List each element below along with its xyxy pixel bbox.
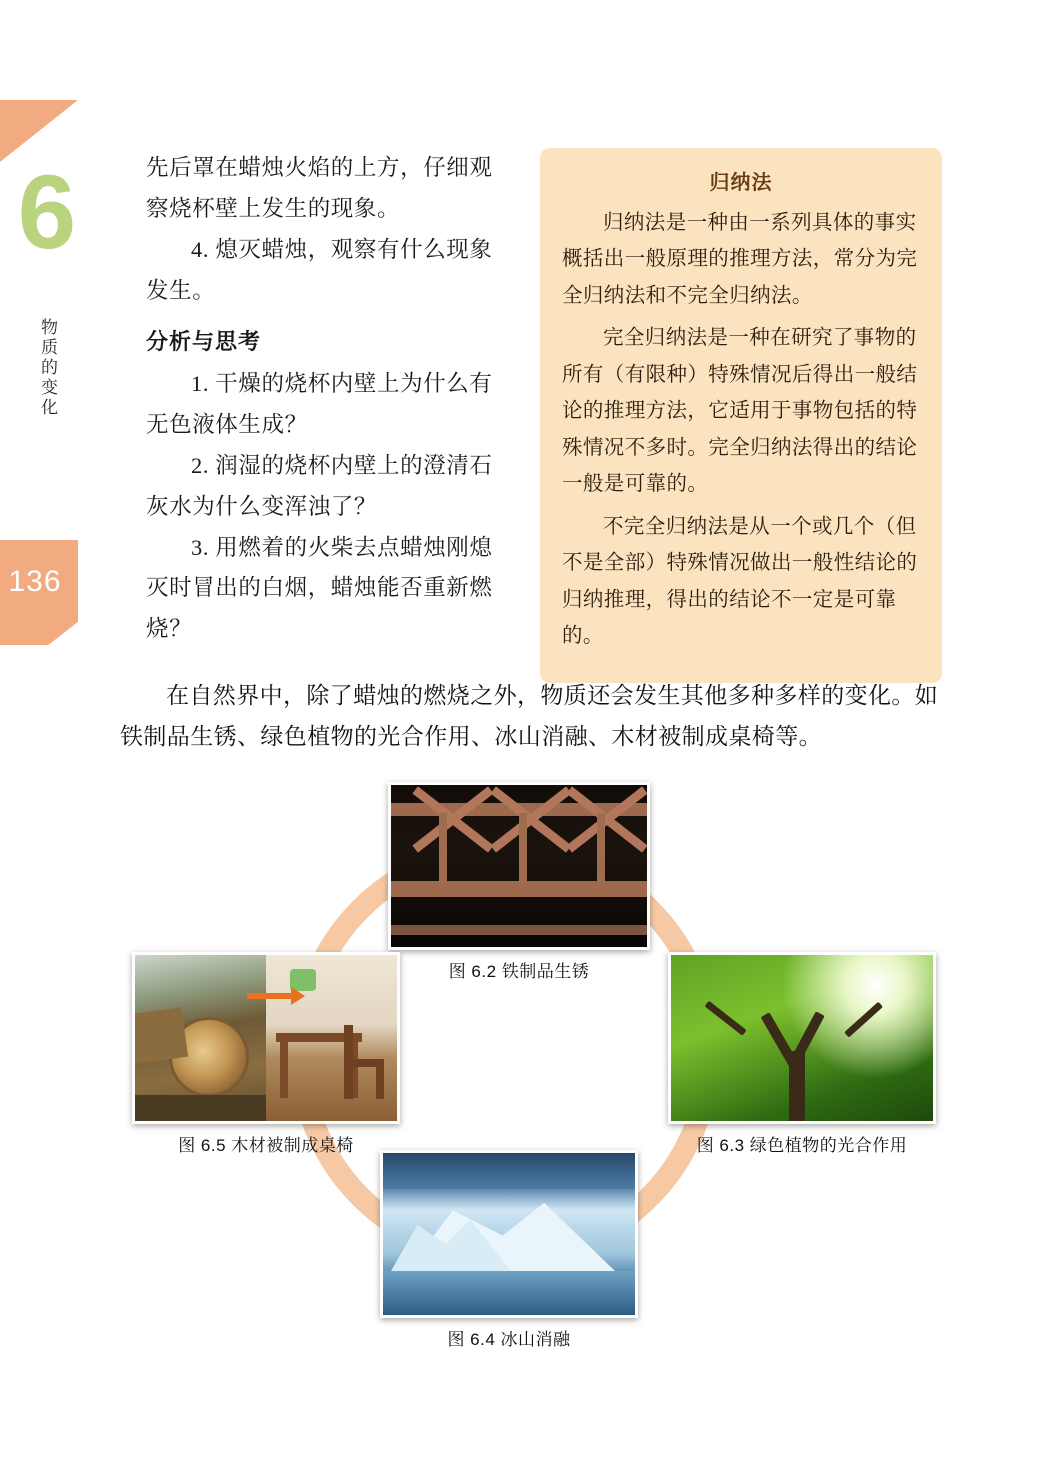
question-item: 2. 润湿的烧杯内壁上的澄清石灰水为什么变浑浊了？	[146, 452, 493, 519]
sidebar-box-paragraph: 归纳法是一种由一系列具体的事实概括出一般原理的推理方法，常分为完全归纳法和不完全归纳法。	[562, 212, 918, 307]
figure-6-4	[380, 1150, 638, 1350]
sidebar-box-paragraph: 完全归纳法是一种在研究了事物的所有（有限种）特殊情况后得出一般结论的推理方法，它适用于事物包括的特殊情况不多时。完全归纳法得出的结论一般是可靠的。	[562, 327, 918, 496]
page-number: 136	[8, 565, 62, 598]
page-margin-strip	[0, 0, 78, 1474]
figure-6-2	[388, 782, 650, 982]
question-item: 1. 干燥的烧杯内壁上为什么有无色液体生成？	[146, 370, 493, 437]
figure-caption: 图 6.4 冰山消融	[447, 1330, 571, 1349]
step-4-paragraph: 4. 熄灭蜡烛，观察有什么现象发生。	[146, 236, 493, 303]
green-tree-photo	[668, 952, 936, 1124]
log-panel	[135, 955, 266, 1121]
figure-caption: 图 6.5 木材被制成桌椅	[178, 1136, 354, 1155]
rusty-iron-photo	[388, 782, 650, 950]
corner-wedge-decoration	[0, 100, 78, 162]
figure-6-3	[668, 952, 936, 1156]
chapter-title-vertical: 物质的变化	[38, 318, 57, 418]
sidebar-info-box	[540, 148, 942, 683]
left-text-column	[146, 148, 504, 650]
question-item: 3. 用燃着的火柴去点蜡烛刚熄灭时冒出的白烟，蜡烛能否重新燃烧？	[146, 534, 493, 642]
section-heading-analysis: 分析与思考	[146, 328, 262, 354]
figure-cycle-group	[110, 760, 950, 1360]
paragraph-continuation: 先后罩在蜡烛火焰的上方，仔细观察烧杯壁上发生的现象。	[146, 155, 493, 221]
sidebar-box-paragraph: 不完全归纳法是从一个或几个（但不是全部）特殊情况做出一般性结论的归纳推理，得出的结论不一定是可靠的。	[562, 515, 918, 648]
iceberg-photo	[380, 1150, 638, 1318]
furniture-panel	[266, 955, 397, 1121]
body-paragraph-text: 在自然界中，除了蜡烛的燃烧之外，物质还会发生其他多种多样的变化。如铁制品生锈、绿色植物的光合作用、冰山消融、木材被制成桌椅等。	[120, 683, 939, 749]
sidebar-box-title: 归纳法	[709, 172, 773, 194]
figure-caption: 图 6.2 铁制品生锈	[448, 962, 590, 981]
figure-6-5	[132, 952, 400, 1156]
chapter-number: 6	[17, 154, 75, 271]
figure-caption: 图 6.3 绿色植物的光合作用	[696, 1136, 908, 1155]
logs-to-furniture-photo	[132, 952, 400, 1124]
main-body-paragraph	[120, 676, 948, 758]
transformation-arrow-icon	[247, 993, 293, 999]
